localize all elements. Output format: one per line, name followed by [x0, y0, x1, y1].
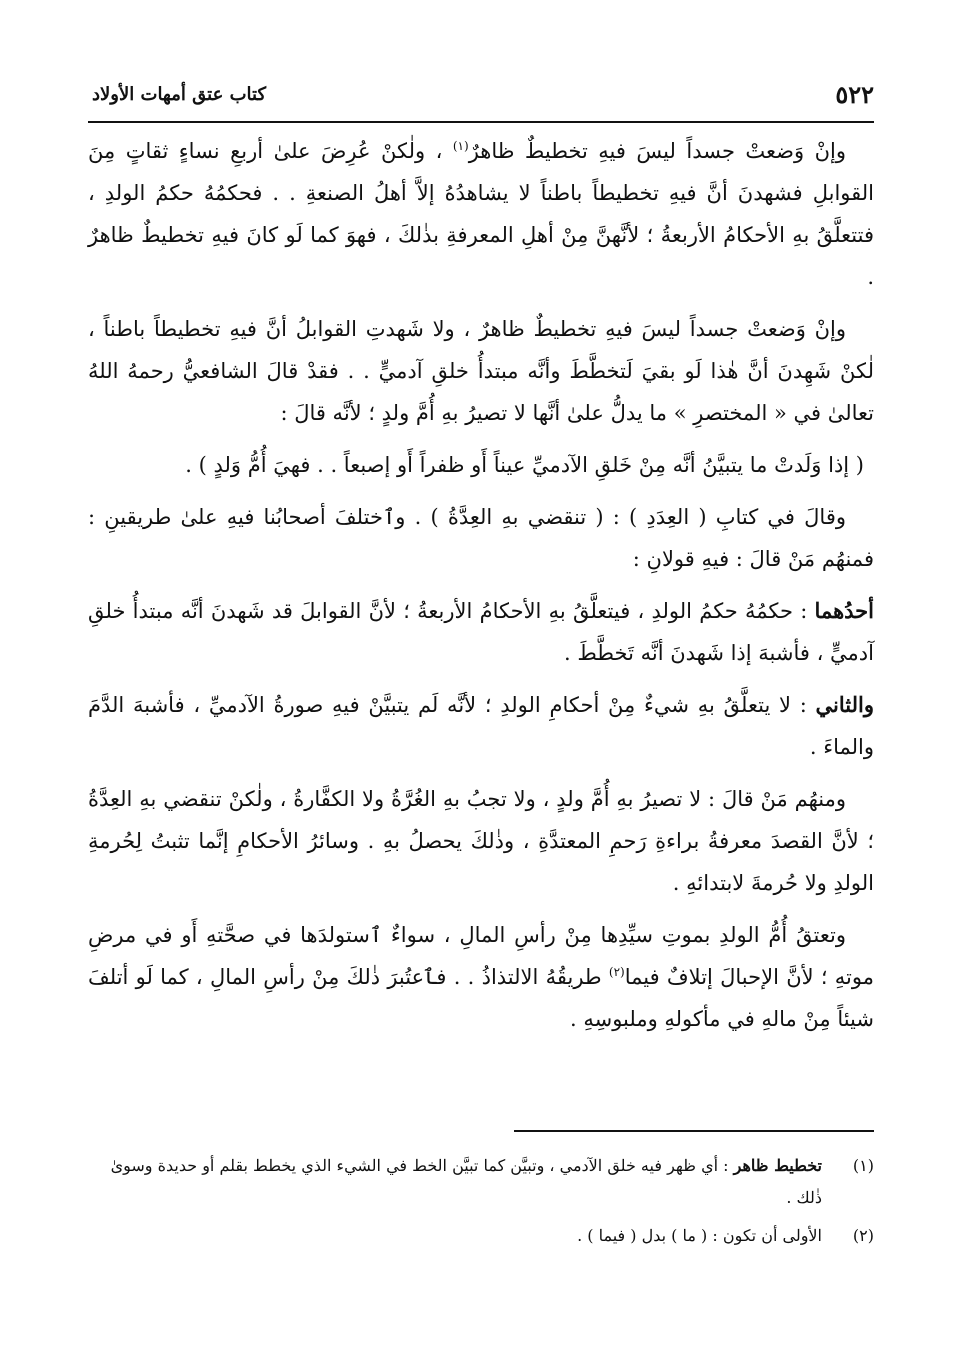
footnote-text: : أي ظهر فيه خلق الآدمي ، وتبيَّن كما تبيَّن الخط في الشيء الذي يخطط بقلم أو حديدة وسوىٰ ذٰلك .: [110, 1156, 822, 1207]
footnote-number: (١): [852, 1156, 874, 1175]
quotation: ( إذا وَلَدتْ ما يتبيَّنُ أنَّه مِنْ خَلقِ الآدميِّ عيناً أَو ظفراً أَو إصبعاً . . فهيَ أُمُّ وَلدٍ ) .: [185, 453, 864, 477]
footnote-ref-2[interactable]: (٢): [608, 965, 625, 979]
running-title: كتاب عتق أمهات الأولاد: [92, 84, 267, 105]
footnote-ref-1[interactable]: (١): [452, 139, 469, 153]
paragraph-4: [88, 590, 874, 674]
paragraph-5: [88, 684, 874, 768]
paragraph-1-text: وإنْ وَضعتْ جسداً ليسَ فيهِ تخطيطٌ ظاهرٌ: [468, 139, 847, 163]
paragraph-2: وإنْ وَضعتْ جسداً ليسَ فيهِ تخطيطٌ ظاهرٌ ، ولا شَهدتِ القوابلُ أنَّ فيهِ تخطيطاً باطناً ، لٰكنْ شَهِدنَ أنَّ هٰذا لَو بقيَ لَتخطَّطَ وأنَّه مبتدأُ خلقِ آدميٍّ . . فقدْ قالَ الشافعيُّ رحمهُ اللهُ تعالىٰ في « المختصرِ » ما يدلُّ علىٰ أنَّها لا تصيرُ بهِ أُمَّ ولدٍ ؛ لأنَّه قالَ :: [88, 317, 874, 425]
footnote-1: [88, 1150, 874, 1214]
main-text: [88, 130, 874, 1050]
paragraph-5-text: : لا يتعلَّقُ بهِ شيءٌ مِنْ أحكامِ الولدِ ؛ لأنَّه لَم يتبيَّنْ فيهِ صورةُ الآدميِّ ، فأشبهَ الدَّمَ والماءَ .: [88, 693, 874, 759]
paragraph-7-rest: طريقُهُ الالتذاذُ . . فٱعتُبرَ ذٰلكَ مِنْ رأسِ المالِ ، كما لَو أتلفَ شيئاً مِنْ مالهِ في مأكولهِ وملبوسِهِ .: [88, 965, 874, 1031]
paragraph-7: [88, 914, 874, 1040]
page-number: ٥٢٢: [835, 80, 874, 109]
footnote-number: (٢): [852, 1226, 874, 1245]
paragraph-3: وقالَ في كتابِ ( العِدَدِ ) : ( تنقضي بهِ العِدَّةُ ) . وٱختلفَ أصحابُنا فيهِ علىٰ طريقينِ : فمنهُم مَنْ قالَ : فيهِ قولانِ :: [88, 505, 874, 571]
paragraph-1: [88, 130, 874, 298]
paragraph-4-text: : حكمُهُ حكمُ الولدِ ، فيتعلَّقُ بهِ الأحكامُ الأربعةُ ؛ لأنَّ القوابلَ قد شَهدنَ أنَّه مبتدأُ خلقِ آدميٍّ ، فأشبهَ إذا شَهدنَ أنَّه تَخطَّطَ .: [88, 599, 874, 665]
page-header: [92, 78, 874, 118]
footnote-term: تخطيط ظاهر: [733, 1156, 822, 1175]
paragraph-5-lead: والثاني: [815, 692, 874, 717]
paragraph-1-rest: ، ولٰكنْ عُرِضَ علىٰ أربعِ نساءٍ ثقاتٍ مِنَ القوابلِ فشهدنَ أنَّ فيهِ تخطيطاً باطناً لا يشاهدُهُ إلاَّ أهلُ الصنعةِ . . فحكمُهُ حكمُ الولدِ ، فتتعلَّقُ بهِ الأحكامُ الأربعةُ ؛ لأنَّهنَّ مِنْ أهلِ المعرفةِ بذٰلكَ ، فهوَ كما لَو كانَ فيهِ تخطيطٌ ظاهرٌ .: [88, 139, 874, 289]
footnotes: [88, 1150, 874, 1258]
header-rule: [88, 121, 874, 123]
paragraph-6: ومنهُم مَنْ قالَ : لا تصيرُ بهِ أُمَّ ولدٍ ، ولا تجبُ بهِ الغُرَّةُ ولا الكفَّارةُ ، ولٰكنْ تنقضي بهِ العِدَّةُ ؛ لأنَّ القصدَ معرفةُ براءةِ رَحمِ المعتدَّةِ ، وذٰلكَ يحصلُ بهِ . وسائرُ الأحكامِ إنَّما تثبتُ لِحُرمةِ الولدِ ولا حُرمةَ لابتدائهِ .: [88, 787, 874, 895]
paragraph-7-text: وتعتقُ أُمُّ الولدِ بموتِ سيِّدِها مِنْ رأسِ المالِ ، سواءٌ ٱستولدَها في صحَّتهِ أَو في مرضِ موتهِ ؛ لأنَّ الإحبالَ إتلافٌ فيما: [88, 923, 874, 989]
footnote-rule: [514, 1130, 874, 1132]
footnote-text: الأولى أن تكون : ( ما ) بدل ( فيما ) .: [577, 1226, 822, 1245]
footnote-2: [88, 1220, 874, 1252]
paragraph-4-lead: أحدُهما: [814, 598, 874, 623]
